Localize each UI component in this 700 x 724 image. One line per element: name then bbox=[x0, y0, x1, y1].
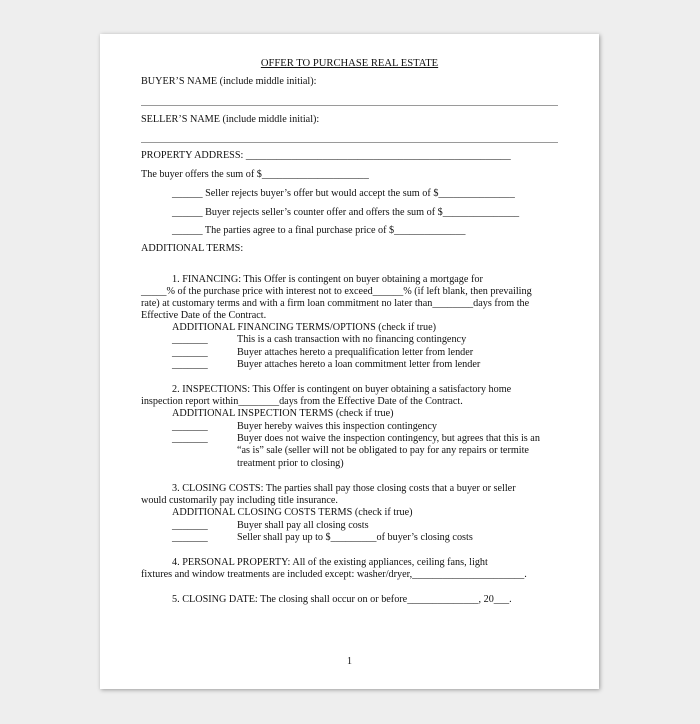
offer-option-1: ______ Seller rejects buyer’s offer but would accept the sum of $_______________ bbox=[172, 188, 515, 199]
inspections-blank-2[interactable]: _______ bbox=[172, 433, 208, 444]
personal-property-line-2: fixtures and window treatments are included except: washer/dryer,______________________. bbox=[141, 569, 527, 580]
property-address-label: PROPERTY ADDRESS: ____________________________________________________ bbox=[141, 150, 511, 161]
closing-costs-subheading: ADDITIONAL CLOSING COSTS TERMS (check if true) bbox=[172, 507, 413, 518]
buyer-name-label: BUYER’S NAME (include middle initial): bbox=[141, 76, 317, 87]
inspections-blank-1[interactable]: _______ bbox=[172, 421, 208, 432]
closing-costs-line-2: would customarily pay including title insurance. bbox=[141, 495, 338, 506]
financing-line-3: rate) at customary terms and with a firm loan commitment no later than________days from the bbox=[141, 298, 530, 309]
document-page bbox=[100, 34, 599, 689]
financing-blank-2[interactable]: _______ bbox=[172, 347, 208, 358]
closing-costs-blank-2[interactable]: _______ bbox=[172, 532, 208, 543]
seller-name-label: SELLER’S NAME (include middle initial): bbox=[141, 114, 320, 125]
financing-blank-3[interactable]: _______ bbox=[172, 359, 208, 370]
closing-costs-option-1: Buyer shall pay all closing costs bbox=[237, 520, 369, 531]
financing-line-2: _____% of the purchase price with interest not to exceed______% (if left blank, then prevailing bbox=[141, 286, 532, 297]
inspections-option-2-line-2: “as is” sale (seller will not be obligated to pay for any repairs or termite bbox=[237, 445, 529, 456]
financing-option-3: Buyer attaches hereto a loan commitment letter from lender bbox=[237, 359, 481, 370]
closing-costs-line-1: 3. CLOSING COSTS: The parties shall pay those closing costs that a buyer or seller bbox=[172, 483, 516, 494]
offer-sum-line: The buyer offers the sum of $_____________________ bbox=[141, 169, 369, 180]
page-number: 1 bbox=[347, 656, 352, 667]
personal-property-line-1: 4. PERSONAL PROPERTY: All of the existing appliances, ceiling fans, light bbox=[172, 557, 488, 568]
closing-costs-blank-1[interactable]: _______ bbox=[172, 520, 208, 531]
financing-line-1: 1. FINANCING: This Offer is contingent on buyer obtaining a mortgage for bbox=[172, 274, 483, 285]
financing-blank-1[interactable]: _______ bbox=[172, 334, 208, 345]
document-title: OFFER TO PURCHASE REAL ESTATE bbox=[260, 58, 439, 69]
inspections-option-2-line-3: treatment prior to closing) bbox=[237, 458, 344, 469]
inspections-line-1: 2. INSPECTIONS: This Offer is contingent on buyer obtaining a satisfactory home bbox=[172, 384, 512, 395]
financing-option-1: This is a cash transaction with no financing contingency bbox=[237, 334, 467, 345]
financing-subheading: ADDITIONAL FINANCING TERMS/OPTIONS (check if true) bbox=[172, 322, 436, 333]
seller-name-line[interactable] bbox=[141, 142, 558, 143]
financing-option-2: Buyer attaches hereto a prequalification letter from lender bbox=[237, 347, 474, 358]
offer-option-2: ______ Buyer rejects seller’s counter offer and offers the sum of $_______________ bbox=[172, 207, 520, 218]
inspections-option-1: Buyer hereby waives this inspection contingency bbox=[237, 421, 438, 432]
financing-line-4: Effective Date of the Contract. bbox=[141, 310, 267, 321]
inspections-option-2-line-1: Buyer does not waive the inspection contingency, but agrees that this is an bbox=[237, 433, 540, 444]
buyer-name-line[interactable] bbox=[141, 105, 558, 106]
inspections-subheading: ADDITIONAL INSPECTION TERMS (check if true) bbox=[172, 408, 394, 419]
inspections-line-2: inspection report within________days from the Effective Date of the Contract. bbox=[141, 396, 463, 407]
offer-option-3: ______ The parties agree to a final purchase price of $______________ bbox=[172, 225, 466, 236]
closing-costs-option-2: Seller shall pay up to $_________of buyer’s closing costs bbox=[237, 532, 473, 543]
additional-terms-heading: ADDITIONAL TERMS: bbox=[141, 243, 244, 254]
closing-date-line: 5. CLOSING DATE: The closing shall occur on or before______________, 20___. bbox=[172, 594, 512, 605]
